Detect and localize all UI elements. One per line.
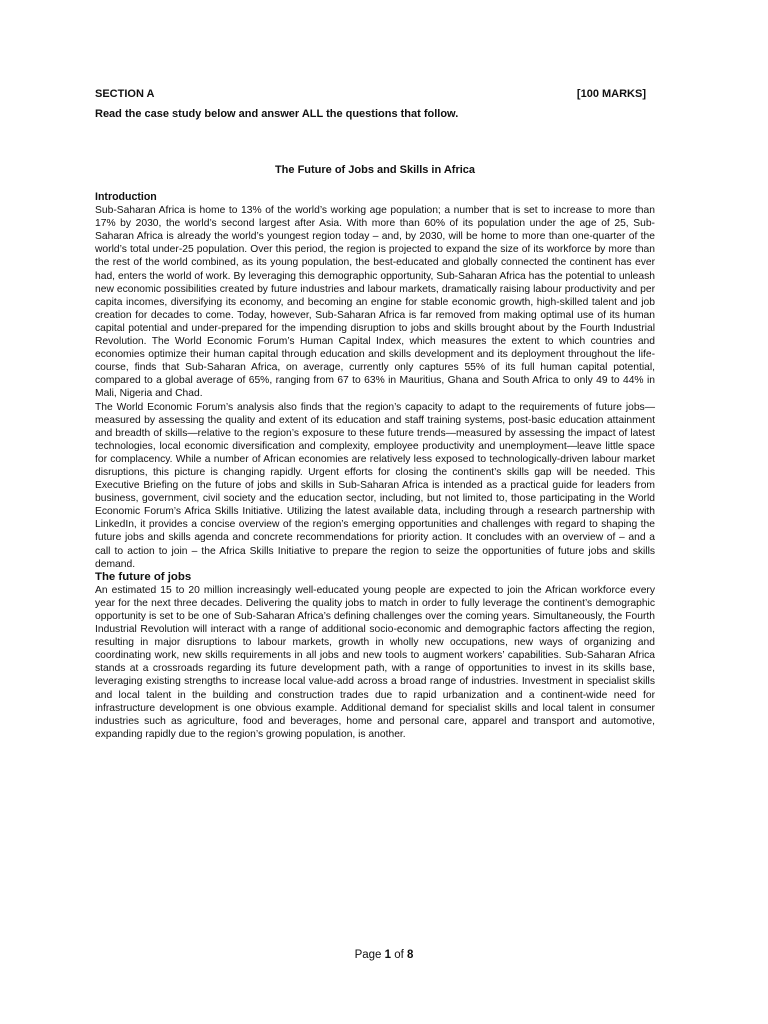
heading-introduction: Introduction bbox=[95, 191, 157, 203]
page-word: Page bbox=[354, 949, 382, 961]
instruction-text: Read the case study below and answer ALL the questions that follow. bbox=[95, 108, 459, 120]
document-body bbox=[95, 191, 655, 741]
heading-future-of-jobs: The future of jobs bbox=[95, 570, 192, 583]
marks-label: [100 MARKS] bbox=[576, 88, 646, 100]
page-current: 1 bbox=[384, 949, 392, 961]
section-header bbox=[95, 88, 646, 100]
section-label: SECTION A bbox=[95, 88, 155, 100]
paragraph-intro-2: The World Economic Forum’s analysis also finds that the region’s capacity to adapt to the requirements of future jobs—measured by assessing the quality and extent of its education and staff training systems, post-basic education attainment and breadth of skills—relative to the region’s exposure to these future trends—measured by assessing the impact of latest technologies, local economic diversification and complexity, employee productivity and unemployment—leave little space for complacency. While a number of African economies are relatively less exposed to technologically-driven labour market disruptions, this picture is changing rapidly. Urgent efforts for closing the continent’s skills gap will be needed. This Executive Briefing on the future of jobs and skills in Sub-Saharan Africa is intended as a practical guide for leaders from business, government, civil society and the education sector, including, but not limited to, those participating in the World Economic Forum’s Africa Skills Initiative. Utilizing the latest available data, including through a research partnership with LinkedIn, it provides a concise overview of the region’s emerging opportunities and challenges with regard to shaping the future jobs and skills agenda and concrete recommendations for priority action. It concludes with an overview of – and a call to action to join – the Africa Skills Initiative to prepare the region to seize the opportunities of future jobs and skills demand. bbox=[95, 401, 655, 570]
page-of: of bbox=[394, 949, 404, 961]
paragraph-jobs-1: An estimated 15 to 20 million increasingly well-educated young people are expected to join the African workforce every year for the next three decades. Delivering the quality jobs to match in order to fully leverage the continent’s demographic opportunity is set to be one of Sub-Saharan Africa’s defining challenges over the coming years. Simultaneously, the Fourth Industrial Revolution will interact with a range of additional socio-economic and demographic factors affecting the region, resulting in major disruptions to labour markets, growth in wholly new occupations, new ways of organizing and coordinating work, new skills requirements in all jobs and new tools to augment workers’ capabilities. Sub-Saharan Africa stands at a crossroads regarding its future development path, with a range of opportunities to invest in its skills base, leveraging existing strengths to increase local value-add across a broad range of industries. Investment in specialist skills and local talent in the building and construction trades due to rapid urbanization and a continent-wide need for infrastructure development is one obvious example. Additional demand for specialist skills and local talent in consumer industries such as agriculture, food and beverages, home and personal care, apparel and transport and automotive, expanding rapidly due to the region’s growing population, is another. bbox=[95, 584, 655, 740]
page-footer bbox=[0, 949, 768, 961]
paragraph-intro-1: Sub-Saharan Africa is home to 13% of the world’s working age population; a number that is set to increase to more than 17% by 2030, the world’s second largest after Asia. With more than 60% of its population under the age of 25, Sub-Saharan Africa is already the world’s youngest region today – and, by 2030, will be home to more than one-quarter of the world’s total under-25 population. Over this period, the region is projected to expand the size of its workforce by more than the rest of the world combined, as its young population, the best-educated and globally connected the continent has ever had, enters the world of work. By leveraging this demographic opportunity, Sub-Saharan Africa has the potential to unleash new economic possibilities created by future industries and labour markets, dramatically raising labour productivity and per capita incomes, diversifying its economy, and becoming an engine for stable economic growth, high-skilled talent and job creation for decades to come. Today, however, Sub-Saharan Africa is far removed from making optimal use of its human capital potential and under-prepared for the impending disruption to jobs and skills brought about by the Fourth Industrial Revolution. The World Economic Forum’s Human Capital Index, which measures the extent to which countries and economies optimize their human capital through education and skills development and its deployment throughout the life-course, finds that Sub-Saharan Africa, on average, currently only captures 55% of its full human capital potential, compared to a global average of 65%, ranging from 67 to 63% in Mauritius, Ghana and South Africa to only 49 to 44% in Mali, Nigeria and Chad. bbox=[95, 205, 655, 400]
document-title: The Future of Jobs and Skills in Africa bbox=[274, 164, 476, 176]
page-total: 8 bbox=[407, 949, 414, 961]
